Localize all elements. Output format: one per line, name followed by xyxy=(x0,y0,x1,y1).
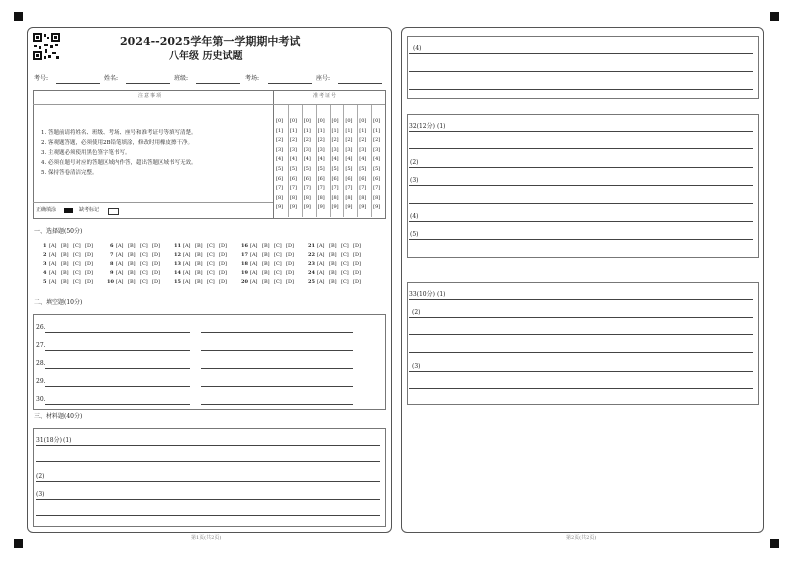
choice-bubble[interactable]: [A] xyxy=(49,270,57,276)
answer-line[interactable] xyxy=(409,388,753,389)
exam-id-bubble[interactable]: [5] xyxy=(331,166,339,172)
choice-bubble[interactable]: [A] xyxy=(317,270,325,276)
fill-blank-line[interactable] xyxy=(45,386,190,387)
exam-id-bubble[interactable]: [7] xyxy=(345,185,353,192)
choice-bubble[interactable]: [C] xyxy=(207,279,215,285)
q31-part3: (3) xyxy=(36,491,45,498)
exam-id-bubble[interactable]: [9] xyxy=(331,204,339,211)
exam-id-bubble[interactable]: [4] xyxy=(373,156,381,163)
fill-item-label: 27. xyxy=(36,342,46,349)
choice-bubble[interactable]: [C] xyxy=(140,261,148,267)
exam-id-bubble[interactable]: [9] xyxy=(359,204,367,211)
exam-id-bubble[interactable]: [0] xyxy=(289,118,297,124)
choice-bubble[interactable]: [A] xyxy=(49,252,57,258)
fill-lines xyxy=(33,314,384,408)
choice-bubble[interactable]: [A] xyxy=(250,243,258,249)
choice-bubble[interactable]: [B] xyxy=(195,243,203,249)
exam-id-bubble[interactable]: [7] xyxy=(303,185,311,192)
choice-bubble[interactable]: [C] xyxy=(207,243,215,249)
choice-bubble[interactable]: [D] xyxy=(85,279,93,285)
choice-bubble[interactable]: [D] xyxy=(152,261,160,267)
q31-part2: (2) xyxy=(36,473,45,480)
question-number: 19 xyxy=(241,270,248,276)
exam-id-bubble[interactable]: [3] xyxy=(359,146,367,153)
exam-id-bubble[interactable]: [6] xyxy=(289,175,297,182)
exam-id-bubble[interactable]: [7] xyxy=(276,185,284,192)
absent-mark-box[interactable] xyxy=(108,208,119,215)
q32-answer-box xyxy=(407,114,759,258)
exam-id-bubble[interactable]: [2] xyxy=(345,137,353,144)
exam-id-bubble[interactable]: [7] xyxy=(373,185,381,192)
fill-item-label: 26. xyxy=(36,324,46,331)
fill-blank-line[interactable] xyxy=(201,386,353,387)
exam-id-bubble[interactable]: [2] xyxy=(317,137,325,144)
choice-bubble[interactable]: [B] xyxy=(61,243,69,249)
exam-id-bubble[interactable]: [6] xyxy=(317,175,325,182)
q32-part1: (1) xyxy=(437,123,446,130)
fill-blank-line[interactable] xyxy=(45,350,190,351)
exam-id-bubble[interactable]: [8] xyxy=(359,194,367,201)
question-number: 7 xyxy=(110,252,114,258)
class-field[interactable] xyxy=(196,83,240,84)
answer-line[interactable] xyxy=(409,352,753,353)
question-number: 13 xyxy=(174,261,181,267)
choice-bubble[interactable]: [B] xyxy=(262,270,270,276)
name-label: 姓名: xyxy=(104,75,119,82)
q32-part4: (4) xyxy=(410,213,419,220)
q33-label: 33(10分) xyxy=(409,291,435,298)
choice-bubble[interactable]: [B] xyxy=(262,252,270,258)
page1-footer: 第1页(共2页) xyxy=(191,535,222,541)
choice-bubble[interactable]: [C] xyxy=(140,243,148,249)
answer-line[interactable] xyxy=(36,445,380,446)
choice-bubble[interactable]: [A] xyxy=(183,279,191,285)
question-number: 2 xyxy=(43,252,47,258)
choice-bubble[interactable]: [C] xyxy=(73,279,81,285)
choice-bubble[interactable]: [A] xyxy=(183,243,191,249)
answer-line[interactable] xyxy=(409,334,753,335)
choice-bubble[interactable]: [D] xyxy=(219,279,227,285)
name-field[interactable] xyxy=(126,83,170,84)
answer-line[interactable] xyxy=(36,481,380,482)
question-number: 3 xyxy=(43,261,47,267)
exam-id-bubble[interactable]: [6] xyxy=(373,175,381,182)
answer-line[interactable] xyxy=(409,299,753,300)
choice-bubble[interactable]: [C] xyxy=(274,261,282,267)
choice-bubble[interactable]: [A] xyxy=(250,261,258,267)
answer-line[interactable] xyxy=(409,371,753,372)
exam-id-bubble[interactable]: [6] xyxy=(331,175,339,182)
question-number: 6 xyxy=(110,243,114,249)
choice-bubble[interactable]: [C] xyxy=(140,252,148,258)
answer-line[interactable] xyxy=(409,221,753,222)
choice-bubble[interactable]: [D] xyxy=(152,270,160,276)
choice-bubble[interactable]: [C] xyxy=(274,252,282,258)
exam-id-bubble[interactable]: [0] xyxy=(276,118,284,124)
fill-item-label: 29. xyxy=(36,378,46,385)
exam-room-label: 考场: xyxy=(245,75,260,82)
exam-id-bubble[interactable]: [3] xyxy=(317,146,325,153)
choice-bubble[interactable]: [C] xyxy=(73,243,81,249)
choice-answer-grid xyxy=(40,244,380,290)
choice-bubble[interactable]: [D] xyxy=(219,243,227,249)
fill-blank-line[interactable] xyxy=(201,350,353,351)
question-number: 23 xyxy=(308,261,315,267)
answer-sheet-page-2 xyxy=(401,27,764,533)
notice-item: 3. 主观题必须使用黑色签字笔书写。 xyxy=(41,150,131,156)
choice-bubble[interactable]: [D] xyxy=(286,261,294,267)
choice-bubble[interactable]: [B] xyxy=(195,279,203,285)
exam-number-label: 考号: xyxy=(34,75,49,82)
exam-id-bubble[interactable]: [2] xyxy=(289,137,297,144)
exam-id-bubble[interactable]: [4] xyxy=(331,156,339,163)
fill-blank-line[interactable] xyxy=(45,368,190,369)
choice-bubble[interactable]: [C] xyxy=(341,270,349,276)
choice-bubble[interactable]: [A] xyxy=(317,279,325,285)
exam-id-bubble[interactable]: [0] xyxy=(303,118,311,124)
choice-bubble[interactable]: [B] xyxy=(262,279,270,285)
question-number: 11 xyxy=(174,243,181,249)
choice-bubble[interactable]: [D] xyxy=(85,261,93,267)
material-section-title: 三、材料题(40分) xyxy=(34,413,83,420)
choice-bubble[interactable]: [C] xyxy=(341,261,349,267)
q32-part3: (3) xyxy=(410,177,419,184)
legend-correct-label: 正确填涂 xyxy=(36,207,57,213)
choice-bubble[interactable]: [D] xyxy=(353,279,361,285)
choice-bubble[interactable]: [D] xyxy=(286,279,294,285)
choice-bubble[interactable]: [C] xyxy=(274,270,282,276)
answer-line[interactable] xyxy=(409,148,753,149)
choice-bubble[interactable]: [C] xyxy=(341,279,349,285)
class-label: 班级: xyxy=(174,75,189,82)
question-number: 9 xyxy=(110,270,114,276)
exam-id-bubble[interactable]: [3] xyxy=(276,146,284,153)
question-number: 17 xyxy=(241,252,248,258)
corner-marker-bl xyxy=(14,539,23,548)
fill-blank-line[interactable] xyxy=(45,404,190,405)
choice-bubble[interactable]: [A] xyxy=(49,243,57,249)
exam-id-bubble[interactable]: [4] xyxy=(276,156,284,163)
exam-id-bubble[interactable]: [3] xyxy=(345,146,353,153)
corner-marker-tr xyxy=(770,12,779,21)
exam-id-bubble[interactable]: [3] xyxy=(289,146,297,153)
exam-id-bubble[interactable]: [8] xyxy=(276,194,284,201)
choice-bubble[interactable]: [A] xyxy=(49,261,57,267)
q32-label: 32(12分) xyxy=(409,123,435,130)
choice-bubble[interactable]: [D] xyxy=(219,270,227,276)
exam-id-bubble[interactable]: [5] xyxy=(317,166,325,172)
exam-id-bubble[interactable]: [1] xyxy=(331,127,339,134)
question-number: 12 xyxy=(174,252,181,258)
exam-id-bubble[interactable]: [4] xyxy=(345,156,353,163)
choice-bubble[interactable]: [A] xyxy=(183,252,191,258)
exam-id-bubble[interactable]: [2] xyxy=(276,137,284,144)
exam-id-bubble[interactable]: [0] xyxy=(345,118,353,124)
choice-bubble[interactable]: [A] xyxy=(250,252,258,258)
q31-label: 31(18分) xyxy=(36,437,62,444)
exam-id-bubble[interactable]: [1] xyxy=(359,127,367,134)
legend-absent-label: 缺考标记 xyxy=(79,207,100,213)
exam-id-bubble[interactable]: [9] xyxy=(317,204,325,211)
choice-bubble[interactable]: [B] xyxy=(195,261,203,267)
exam-id-bubble[interactable]: [7] xyxy=(317,185,325,192)
choice-bubble[interactable]: [B] xyxy=(128,279,136,285)
choice-bubble[interactable]: [B] xyxy=(61,252,69,258)
choice-bubble[interactable]: [A] xyxy=(183,270,191,276)
notice-item: 2. 客观题答题，必须使用2B铅笔填涂，修改时用橡皮擦干净。 xyxy=(41,140,194,146)
seat-label: 座号: xyxy=(316,75,331,82)
choice-bubble[interactable]: [B] xyxy=(61,279,69,285)
choice-bubble[interactable]: [C] xyxy=(73,252,81,258)
choice-bubble[interactable]: [C] xyxy=(140,270,148,276)
exam-id-bubble[interactable]: [2] xyxy=(359,137,367,144)
fill-blank-line[interactable] xyxy=(201,404,353,405)
question-number: 8 xyxy=(110,261,114,267)
choice-bubble[interactable]: [D] xyxy=(152,279,160,285)
exam-id-bubble[interactable]: [4] xyxy=(289,156,297,163)
exam-id-bubble[interactable]: [8] xyxy=(373,194,381,201)
fill-item-label: 28. xyxy=(36,360,46,367)
exam-id-bubble[interactable]: [6] xyxy=(345,175,353,182)
choice-bubble[interactable]: [B] xyxy=(195,252,203,258)
answer-line[interactable] xyxy=(36,499,380,500)
question-number: 14 xyxy=(174,270,181,276)
exam-id-bubble[interactable]: [1] xyxy=(373,127,381,134)
choice-bubble[interactable]: [C] xyxy=(207,252,215,258)
exam-id-bubble[interactable]: [7] xyxy=(331,185,339,192)
choice-bubble[interactable]: [B] xyxy=(128,252,136,258)
choice-bubble[interactable]: [B] xyxy=(128,261,136,267)
fill-section-title: 二、填空题(10分) xyxy=(34,299,83,306)
choice-bubble[interactable]: [C] xyxy=(207,270,215,276)
choice-bubble[interactable]: [D] xyxy=(353,252,361,258)
seat-field[interactable] xyxy=(338,83,382,84)
answer-line[interactable] xyxy=(409,239,753,240)
choice-bubble[interactable]: [C] xyxy=(73,270,81,276)
choice-bubble[interactable]: [D] xyxy=(353,270,361,276)
exam-id-bubble[interactable]: [9] xyxy=(373,204,381,211)
answer-line[interactable] xyxy=(409,317,753,318)
exam-id-bubble[interactable]: [5] xyxy=(276,166,284,172)
question-number: 20 xyxy=(241,279,248,285)
choice-bubble[interactable]: [A] xyxy=(183,261,191,267)
choice-bubble[interactable]: [C] xyxy=(207,261,215,267)
question-number: 16 xyxy=(241,243,248,249)
answer-line[interactable] xyxy=(409,185,753,186)
choice-bubble[interactable]: [B] xyxy=(329,270,337,276)
question-number: 21 xyxy=(308,243,315,249)
choice-bubble[interactable]: [A] xyxy=(116,270,124,276)
exam-id-bubble[interactable]: [0] xyxy=(373,118,381,124)
q33-part2: (2) xyxy=(412,309,421,316)
exam-id-grid xyxy=(274,105,385,217)
q33-part1: (1) xyxy=(437,291,446,298)
choice-bubble[interactable]: [B] xyxy=(61,261,69,267)
fill-blank-line[interactable] xyxy=(45,332,190,333)
choice-bubble[interactable]: [C] xyxy=(140,279,148,285)
exam-id-bubble[interactable]: [7] xyxy=(359,185,367,192)
exam-id-bubble[interactable]: [5] xyxy=(303,166,311,172)
legend-correct-swatch xyxy=(64,208,73,213)
notice-item: 5. 保持答卷清洁完整。 xyxy=(41,170,98,176)
exam-id-bubble[interactable]: [3] xyxy=(373,146,381,153)
choice-bubble[interactable]: [C] xyxy=(274,243,282,249)
exam-id-bubble[interactable]: [6] xyxy=(276,175,284,182)
exam-id-bubble[interactable]: [9] xyxy=(276,204,284,211)
choice-bubble[interactable]: [A] xyxy=(49,279,57,285)
exam-id-bubble[interactable]: [0] xyxy=(317,118,325,124)
exam-id-bubble[interactable]: [9] xyxy=(303,204,311,211)
choice-bubble[interactable]: [A] xyxy=(317,243,325,249)
choice-bubble[interactable]: [C] xyxy=(341,243,349,249)
answer-line[interactable] xyxy=(409,53,753,54)
q31-part1: (1) xyxy=(63,437,72,444)
choice-bubble[interactable]: [A] xyxy=(116,243,124,249)
choice-bubble[interactable]: [D] xyxy=(85,270,93,276)
notice-item: 1. 答题前请将姓名、班级、考场、座号和准考证号等填写清楚。 xyxy=(41,130,197,136)
exam-id-bubble[interactable]: [7] xyxy=(289,185,297,192)
choice-bubble[interactable]: [A] xyxy=(116,252,124,258)
choice-bubble[interactable]: [D] xyxy=(219,261,227,267)
exam-id-bubble[interactable]: [8] xyxy=(331,194,339,201)
answer-line[interactable] xyxy=(409,71,753,72)
q33-answer-box xyxy=(407,282,759,405)
answer-line[interactable] xyxy=(36,461,380,462)
exam-id-bubble[interactable]: [2] xyxy=(331,137,339,144)
choice-bubble[interactable]: [A] xyxy=(317,261,325,267)
q33-part3: (3) xyxy=(412,363,421,370)
exam-id-bubble[interactable]: [8] xyxy=(303,194,311,201)
exam-id-bubble[interactable]: [5] xyxy=(373,166,381,172)
legend-rule xyxy=(33,202,273,203)
corner-marker-tl xyxy=(14,12,23,21)
choice-bubble[interactable]: [D] xyxy=(219,252,227,258)
choice-bubble[interactable]: [D] xyxy=(152,252,160,258)
exam-id-bubble[interactable]: [0] xyxy=(359,118,367,124)
choice-bubble[interactable]: [B] xyxy=(128,243,136,249)
qr-code-icon xyxy=(33,33,60,60)
q31-part4: (4) xyxy=(413,45,422,52)
exam-room-field[interactable] xyxy=(268,83,312,84)
exam-id-bubble[interactable]: [1] xyxy=(317,127,325,134)
fill-item-label: 30. xyxy=(36,396,46,403)
exam-id-bubble[interactable]: [9] xyxy=(345,204,353,211)
corner-marker-br xyxy=(770,539,779,548)
choice-bubble[interactable]: [C] xyxy=(73,261,81,267)
choice-bubble[interactable]: [A] xyxy=(250,270,258,276)
exam-id-bubble[interactable]: [5] xyxy=(289,166,297,172)
exam-id-bubble[interactable]: [9] xyxy=(289,204,297,211)
exam-title: 2024--2025学年第一学期期中考试 xyxy=(120,35,301,48)
page2-footer: 第2页(共2页) xyxy=(566,535,597,541)
exam-id-bubble[interactable]: [8] xyxy=(317,194,325,201)
choice-bubble[interactable]: [D] xyxy=(353,261,361,267)
exam-subtitle: 八年级 历史试题 xyxy=(169,51,243,62)
exam-id-bubble[interactable]: [5] xyxy=(359,166,367,172)
exam-number-field[interactable] xyxy=(56,83,100,84)
choice-bubble[interactable]: [A] xyxy=(250,279,258,285)
choice-bubble[interactable]: [C] xyxy=(341,252,349,258)
exam-id-bubble[interactable]: [2] xyxy=(373,137,381,144)
choice-bubble[interactable]: [D] xyxy=(286,252,294,258)
answer-line[interactable] xyxy=(409,131,753,132)
choice-bubble[interactable]: [A] xyxy=(317,252,325,258)
exam-id-bubble[interactable]: [6] xyxy=(303,175,311,182)
exam-id-bubble[interactable]: [6] xyxy=(359,175,367,182)
choice-bubble[interactable]: [D] xyxy=(85,243,93,249)
exam-id-bubble[interactable]: [1] xyxy=(289,127,297,134)
question-number: 10 xyxy=(107,279,114,285)
exam-id-bubble[interactable]: [8] xyxy=(289,194,297,201)
notice-heading: 注意事项 xyxy=(138,93,163,99)
question-number: 24 xyxy=(308,270,315,276)
exam-id-bubble[interactable]: [4] xyxy=(303,156,311,163)
answer-line[interactable] xyxy=(409,167,753,168)
choice-bubble[interactable]: [D] xyxy=(353,243,361,249)
choice-bubble[interactable]: [B] xyxy=(329,252,337,258)
fill-blank-line[interactable] xyxy=(201,332,353,333)
choice-section-title: 一、选择题(50分) xyxy=(34,228,83,235)
question-number: 15 xyxy=(174,279,181,285)
exam-id-bubble[interactable]: [1] xyxy=(303,127,311,134)
question-number: 22 xyxy=(308,252,315,258)
question-number: 18 xyxy=(241,261,248,267)
exam-id-bubble[interactable]: [4] xyxy=(317,156,325,163)
exam-id-bubble[interactable]: [4] xyxy=(359,156,367,163)
notice-item: 4. 必须在题号对应的答题区域内作答，超出答题区域书写无效。 xyxy=(41,160,197,166)
question-number: 5 xyxy=(43,279,47,285)
q31-answer-box xyxy=(33,428,386,527)
choice-bubble[interactable]: [A] xyxy=(116,261,124,267)
choice-bubble[interactable]: [B] xyxy=(262,261,270,267)
choice-bubble[interactable]: [B] xyxy=(61,270,69,276)
exam-id-bubble[interactable]: [3] xyxy=(331,146,339,153)
choice-bubble[interactable]: [B] xyxy=(128,270,136,276)
choice-bubble[interactable]: [D] xyxy=(152,243,160,249)
choice-bubble[interactable]: [B] xyxy=(329,261,337,267)
answer-line[interactable] xyxy=(409,203,753,204)
choice-bubble[interactable]: [C] xyxy=(274,279,282,285)
question-number: 1 xyxy=(43,243,47,249)
fill-blank-line[interactable] xyxy=(201,368,353,369)
choice-bubble[interactable]: [D] xyxy=(286,270,294,276)
exam-id-bubble[interactable]: [3] xyxy=(303,146,311,153)
question-number: 4 xyxy=(43,270,47,276)
choice-bubble[interactable]: [B] xyxy=(195,270,203,276)
q32-part5: (5) xyxy=(410,231,419,238)
exam-id-bubble[interactable]: [1] xyxy=(276,127,284,134)
choice-bubble[interactable]: [D] xyxy=(286,243,294,249)
answer-line[interactable] xyxy=(409,89,753,90)
question-number: 25 xyxy=(308,279,315,285)
choice-bubble[interactable]: [A] xyxy=(116,279,124,285)
exam-id-bubble[interactable]: [5] xyxy=(345,166,353,172)
exam-id-bubble[interactable]: [8] xyxy=(345,194,353,201)
exam-id-bubble[interactable]: [2] xyxy=(303,137,311,144)
exam-id-bubble[interactable]: [1] xyxy=(345,127,353,134)
choice-bubble[interactable]: [D] xyxy=(85,252,93,258)
answer-line[interactable] xyxy=(36,515,380,516)
choice-bubble[interactable]: [B] xyxy=(329,279,337,285)
choice-bubble[interactable]: [B] xyxy=(262,243,270,249)
exam-id-bubble[interactable]: [0] xyxy=(331,118,339,124)
q32-part2: (2) xyxy=(410,159,419,166)
choice-bubble[interactable]: [B] xyxy=(329,243,337,249)
exam-id-heading: 准考证号 xyxy=(313,93,338,99)
